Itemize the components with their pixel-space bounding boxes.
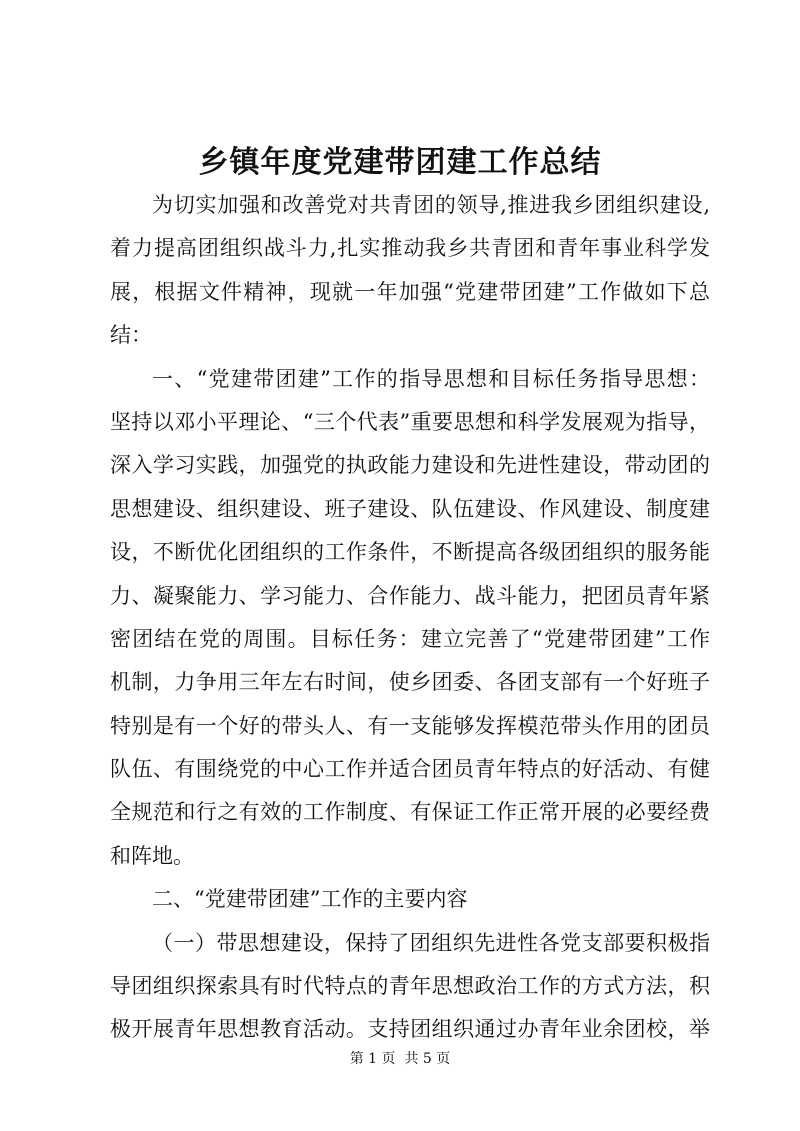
text-line: 队伍、有围绕党的中心工作并适合团员青年特点的好活动、有健	[110, 757, 710, 782]
text-line: 全规范和行之有效的工作制度、有保证工作正常开展的必要经费	[110, 800, 710, 825]
text-line: 密团结在党的周围。目标任务：建立完善了“党建带团建”工作	[110, 626, 710, 651]
document-body	[110, 184, 710, 1052]
text-line: 深入学习实践，加强党的执政能力建设和先进性建设，带动团的	[110, 453, 710, 478]
text-line: 力、凝聚能力、学习能力、合作能力、战斗能力，把团员青年紧	[110, 583, 710, 608]
text-line: 展，根据文件精神，现就一年加强“党建带团建”工作做如下总	[110, 279, 710, 304]
text-line: 极开展青年思想教育活动。支持团组织通过办青年业余团校，举	[110, 1017, 710, 1042]
text-line: 和阵地。	[110, 843, 194, 868]
page-footer	[0, 1049, 800, 1069]
text-line: 坚持以邓小平理论、“三个代表”重要思想和科学发展观为指导，	[110, 409, 710, 434]
text-line: 着力提高团组织战斗力,扎实推动我乡共青团和青年事业科学发	[110, 236, 710, 261]
text-line: 二、“党建带团建”工作的主要内容	[152, 887, 468, 912]
text-line: 机制，力争用三年左右时间，使乡团委、各团支部有一个好班子	[110, 670, 710, 695]
text-line: 结：	[110, 323, 152, 348]
text-line: 导团组织探索具有时代特点的青年思想政治工作的方式方法，积	[110, 974, 710, 999]
page-number-label: 第 1 页 共 5 页	[349, 1051, 451, 1067]
text-line: 思想建设、组织建设、班子建设、队伍建设、作风建设、制度建	[110, 496, 710, 521]
text-line: （一）带思想建设，保持了团组织先进性各党支部要积极指	[152, 930, 710, 955]
text-line: 一、“党建带团建”工作的指导思想和目标任务指导思想：	[152, 366, 710, 391]
document-title: 乡镇年度党建带团建工作总结	[198, 145, 602, 180]
text-line: 为切实加强和改善党对共青团的领导,推进我乡团组织建设,	[152, 193, 710, 217]
text-line: 设，不断优化团组织的工作条件，不断提高各级团组织的服务能	[110, 540, 710, 565]
text-line: 特别是有一个好的带头人、有一支能够发挥模范带头作用的团员	[110, 713, 710, 738]
